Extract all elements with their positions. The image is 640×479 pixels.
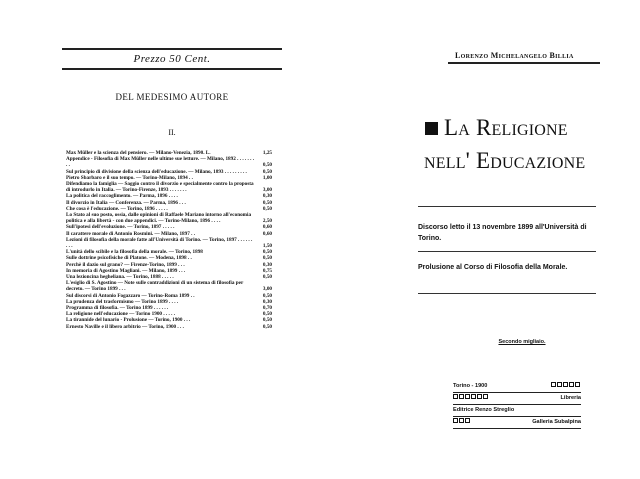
work-price: 0,50 <box>262 205 272 212</box>
lower-rule <box>418 293 596 294</box>
title-rule <box>418 206 596 207</box>
work-title: Lezioni di filosofia della morale fatte all'Università di Torino. — Torino, 1897 . . . . . . . . . <box>66 236 253 250</box>
work-entry <box>66 324 272 330</box>
work-price: 0,60 <box>262 224 272 231</box>
work-entry <box>66 280 272 292</box>
author-rule <box>448 62 600 64</box>
work-entry <box>66 181 272 193</box>
work-title: Ernesto Naville e il libero arbitrio — Torino, 1900 . . . <box>66 323 184 330</box>
editrice-text: Editrice Renzo Streglio <box>453 407 515 413</box>
work-price: 0,50 <box>262 199 272 206</box>
publisher-editrice <box>453 405 581 416</box>
work-price: 0,30 <box>262 193 272 200</box>
work-title: La tirannide del lunario - Prolusione — Torino, 1900 . . . <box>66 317 191 324</box>
work-price: 2,50 <box>262 218 272 225</box>
libreria-text: Libreria <box>560 395 581 401</box>
book-author: Lorenzo Michelangelo Billia <box>455 51 574 60</box>
work-price: 0,50 <box>262 292 272 299</box>
title-square-ornament <box>425 122 438 135</box>
title-line-2: nell' Educazione <box>424 148 586 173</box>
title-line-1: La Religione <box>444 115 568 140</box>
work-title: Difendiamo la famiglia — Saggio contro il divorzio e specialmente contro la proposta di introdurlo in Italia. — Torino-Firenze, 1893 . . . . . . . <box>66 181 254 194</box>
middle-rule <box>418 251 596 252</box>
publisher-city-year <box>453 381 581 392</box>
publisher-libreria <box>453 393 581 404</box>
work-price: 0,50 <box>262 168 272 175</box>
work-title: L'unità dello scibile e la filosofia della morale. — Torino, 1898 <box>66 249 203 256</box>
galleria-text: Galleria Subalpina <box>532 419 581 425</box>
square-ornaments <box>453 417 471 428</box>
work-title: In memoria di Agostino Magliani. — Milano, 1899 . . . <box>66 267 186 274</box>
work-price: 0,60 <box>262 230 272 237</box>
work-title: Una lezioncina hegheliana. — Torino, 1888 . . . . . <box>66 274 174 281</box>
work-price: 0,50 <box>262 249 272 256</box>
work-price: 0,30 <box>262 298 272 305</box>
work-title: La politica del raccoglimento. — Parma, 1896 . . . . <box>66 193 178 200</box>
work-price: 0,50 <box>262 255 272 262</box>
square-ornaments <box>551 381 581 392</box>
work-title: L'esiglio di S. Agostino — Note sulle contraddizioni di un sistema di filosofia per decreto. — Torino 1899 . . . <box>66 280 244 293</box>
work-price: 0,50 <box>262 317 272 324</box>
work-title: Programma di filosofia. — Torino 1899 . . . . . . <box>66 305 169 312</box>
other-works-heading: DEL MEDESIMO AUTORE <box>115 92 229 102</box>
price-box <box>62 48 282 70</box>
work-title: Sull'ipotesi dell'evoluzione. — Torino, 1897 . . . . . <box>66 224 175 231</box>
work-price: 3,00 <box>262 286 272 293</box>
work-price: 3,00 <box>262 187 272 194</box>
work-entry <box>66 237 272 249</box>
work-entry <box>66 156 272 168</box>
work-title: Max Müller e la scienza del pensiero. — Milano-Venezia, 1890. L. <box>66 150 211 156</box>
discorso-text: Discorso letto il 13 novembre 1899 all'Università di Torino. <box>418 224 587 242</box>
work-title: Lo Stato al suo posto, ossia, dalle opinioni di Raffaele Mariano intorno all'economia politica e alla libertà - con due appendici. — Torino-Milano, 1896 . . . . <box>66 212 252 225</box>
work-title: Sul principio di divisione della scienza dell'educazione. — Milano, 1893 . . . . . . . . . <box>66 168 247 175</box>
work-title: Che cosa è l'educazione. — Torino, 1896 . . . . . <box>66 205 168 212</box>
section-number: II. <box>168 128 176 137</box>
work-title: Sulle dottrine psicofisiche di Platone. — Modena, 1898 . . <box>66 255 192 262</box>
city-year-text: Torino - 1900 <box>453 383 488 389</box>
work-price: 0,50 <box>262 162 272 169</box>
work-title: Perchè il dazio sul grano? — Firenze-Torino, 1899 . . . <box>66 261 185 268</box>
work-price: 0,50 <box>262 323 272 330</box>
work-title: Il carattere morale di Antonio Rosmini. — Milano, 1897 . . <box>66 230 196 237</box>
work-price: 0,30 <box>262 261 272 268</box>
work-entry <box>66 212 272 224</box>
work-title: La prudenza del trasformismo — Torino 1899 . . . . <box>66 298 179 305</box>
work-price: 1,00 <box>262 174 272 181</box>
publisher-galleria <box>453 417 581 428</box>
prolusione-text: Prolusione al Corso di Filosofia della Morale. <box>418 264 568 271</box>
price-label: Prezzo 50 Cent. <box>133 53 211 65</box>
work-title: Pietro Sbarbaro e il suo tempo. — Torino-Milano, 1894 . . <box>66 174 193 181</box>
edition-label: Secondo migliaio. <box>498 339 546 345</box>
work-title: Appendice - Filosofia di Max Müller nelle ultime sue letture. — Milano, 1892 . . . . . . . . . <box>66 156 254 169</box>
work-title: La religione nell'educazione — Torino 1900 . . . . . <box>66 311 175 318</box>
work-price: 1,25 <box>262 150 272 156</box>
square-ornaments <box>453 393 489 404</box>
work-price: 0,75 <box>262 267 272 274</box>
work-price: 1,50 <box>262 243 272 250</box>
work-title: Il divorzio in Italia — Conferenza. — Parma, 1896 . . . <box>66 199 186 206</box>
work-price: 0,70 <box>262 305 272 312</box>
work-price: 0,50 <box>262 311 272 318</box>
work-price: 0,50 <box>262 274 272 281</box>
works-list <box>66 150 272 330</box>
publisher-block <box>453 381 581 429</box>
work-title: Sul discorsi di Antonio Fogazzaro — Torino-Roma 1899 . . <box>66 292 195 299</box>
